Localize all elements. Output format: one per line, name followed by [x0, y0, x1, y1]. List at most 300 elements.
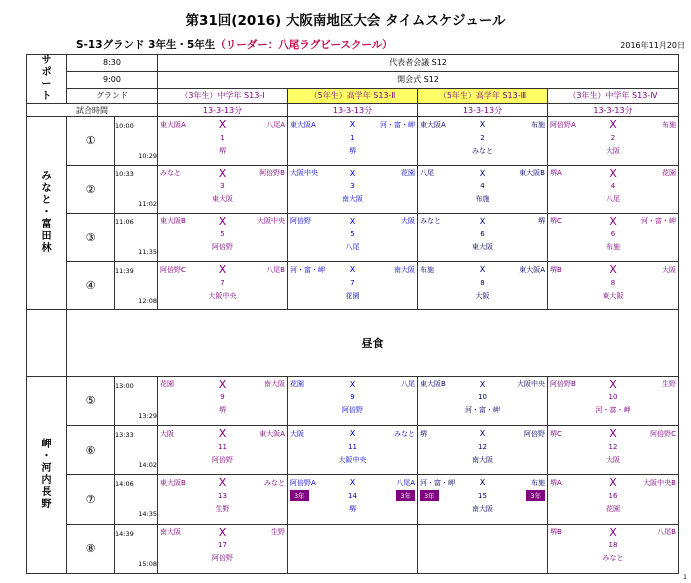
match-number: 7 [350, 278, 355, 287]
match-cell [158, 426, 288, 475]
match-number: 2 [610, 133, 616, 142]
page-number: 1 [683, 574, 687, 581]
session-time [115, 376, 158, 425]
match-number-row [420, 392, 545, 403]
match-number: 10 [478, 393, 487, 402]
match-number: 13 [218, 491, 227, 500]
versus-mark: X [349, 379, 356, 389]
team-a: みなと [160, 169, 181, 178]
session-start-time: 11:06 [115, 218, 134, 227]
session-start-time: 13:33 [115, 431, 134, 440]
match-teams [420, 379, 545, 390]
match-cell [418, 426, 548, 475]
referee-row [160, 405, 285, 416]
subtitle-main: S-13グランド 3年生・5年生 [76, 39, 216, 51]
team-b: 八尾 [401, 380, 415, 389]
match-cell [288, 475, 418, 524]
session-end-time: 14:02 [138, 461, 157, 470]
referee-row [550, 454, 676, 465]
team-a: 河・富・岬 [290, 265, 325, 274]
referee-team: 大阪 [606, 146, 620, 155]
session-end-time: 14:35 [138, 510, 157, 519]
match-cell [548, 117, 679, 165]
match-cell [288, 262, 418, 310]
team-b: 大阪 [661, 265, 676, 274]
referee-row [290, 145, 415, 156]
match-teams [550, 216, 676, 227]
referee-team: 花園 [606, 504, 620, 513]
match-number-row [420, 441, 545, 452]
versus-mark: X [479, 379, 486, 389]
match-number-row [290, 392, 415, 403]
referee-row [550, 405, 676, 416]
session-end-time: 15:08 [138, 559, 157, 568]
event-meeting: 代表者会議 S12 [158, 55, 679, 72]
match-cell [418, 213, 548, 261]
session-number: ⑤ [67, 376, 115, 425]
session-start-time: 10:00 [115, 121, 134, 130]
team-b: 堺 [538, 217, 545, 226]
match-number: 12 [608, 442, 618, 451]
team-b: 布施 [531, 478, 545, 487]
versus-mark: X [479, 429, 486, 439]
match-number-row [420, 132, 545, 143]
team-a: 布施 [420, 265, 434, 274]
team-b: 阿倍野B [259, 169, 285, 178]
match-number: 10 [608, 393, 618, 402]
versus-mark: X [479, 120, 486, 130]
team-a: 阿倍野 [290, 217, 311, 226]
match-number-row [420, 181, 545, 192]
session-start-time: 13:00 [115, 381, 134, 390]
versus-mark: X [609, 525, 617, 539]
match-number: 4 [480, 182, 485, 191]
match-teams [550, 168, 676, 179]
team-a: 河・富・岬 [420, 478, 455, 487]
match-teams [550, 264, 676, 275]
match-number-row [550, 229, 676, 240]
match-cell [158, 262, 288, 310]
match-cell [288, 376, 418, 425]
match-cell [418, 376, 548, 425]
team-a: 花園 [160, 380, 174, 389]
match-teams [290, 264, 415, 275]
match-teams [420, 428, 545, 439]
match-number: 16 [608, 491, 618, 500]
match-number-row [160, 229, 285, 240]
match-number: 2 [480, 133, 485, 142]
match-number-row [290, 181, 415, 192]
team-b: 花園 [661, 169, 676, 178]
match-number-row [550, 540, 676, 551]
venue-misaki-kawachinagano: 岬 ・ 河 内 長 野 [27, 376, 67, 573]
duration-3: 13-3-13分 [418, 104, 548, 117]
team-b: みなと [394, 429, 415, 438]
subtitle-leader: （リーダー：八尾ラグビースクール） [215, 39, 393, 51]
match-cell [288, 165, 418, 213]
match-teams [290, 428, 415, 439]
ground-header-2: （5年生）高学年 S13-Ⅱ [288, 88, 418, 104]
session-number: ⑦ [67, 475, 115, 524]
match-teams [550, 428, 676, 439]
referee-team: 阿倍野 [342, 406, 363, 415]
versus-mark: X [609, 166, 617, 180]
match-teams [290, 119, 415, 130]
match-number: 11 [218, 442, 227, 451]
match-teams [550, 527, 676, 538]
match-teams [160, 379, 285, 390]
referee-team: 南大阪 [342, 195, 363, 204]
session-end-time: 13:29 [138, 411, 157, 420]
referee-row [290, 405, 415, 416]
versus-mark: X [349, 168, 356, 178]
versus-mark: X [479, 478, 486, 488]
match-teams [160, 216, 285, 227]
referee-team: 河・富・岬 [465, 406, 500, 415]
team-b: 布施 [661, 120, 676, 129]
team-b: 大阪中央 [257, 217, 285, 226]
team-b: 阿倍野C [650, 429, 676, 438]
match-number: 4 [610, 182, 616, 191]
match-cell [548, 262, 679, 310]
referee-team: 堺 [349, 504, 356, 513]
match-number: 6 [610, 230, 616, 239]
match-number-row [290, 441, 415, 452]
referee-team: 阿倍野 [212, 554, 233, 563]
time-830: 8:30 [67, 55, 158, 72]
team-a: 堺B [550, 265, 562, 274]
match-number: 1 [220, 133, 225, 142]
match-cell [418, 165, 548, 213]
referee-row [160, 503, 285, 514]
referee-team: 河・富・岬 [595, 406, 631, 415]
match-teams [290, 168, 415, 179]
referee-row [160, 553, 285, 564]
referee-row [550, 242, 676, 253]
referee-team: 八尾 [606, 195, 620, 204]
session-end-time: 12:08 [138, 296, 157, 305]
session-number: ④ [67, 262, 115, 310]
referee-team: みなと [472, 146, 493, 155]
match-number-row [550, 392, 676, 403]
match-number-row [160, 441, 285, 452]
team-b: 八尾B [657, 528, 676, 537]
session-number: ⑧ [67, 524, 115, 573]
referee-team: 生野 [215, 504, 230, 513]
referee-row [550, 290, 676, 301]
match-number-row [290, 229, 415, 240]
referee-row [550, 553, 676, 564]
versus-mark: X [218, 166, 227, 180]
match-number: 15 [478, 491, 487, 500]
referee-team: みなと [602, 554, 624, 563]
team-b: みなと [264, 478, 285, 487]
match-number-row [290, 490, 415, 501]
match-number: 3 [220, 182, 225, 191]
team-a: 東大阪A [160, 120, 186, 129]
match-number: 6 [480, 230, 485, 239]
versus-mark: X [218, 118, 227, 132]
match-number-row [420, 277, 545, 288]
match-time-label: 試合時間 [27, 104, 158, 117]
referee-row [420, 242, 545, 253]
team-a: 東大阪A [290, 120, 316, 129]
session-number: ① [67, 117, 115, 165]
match-teams [290, 379, 415, 390]
match-teams [420, 216, 545, 227]
versus-mark: X [218, 214, 227, 228]
team-a: 大阪 [160, 429, 174, 438]
referee-row [420, 454, 545, 465]
match-number-row [420, 490, 545, 501]
match-number-row [160, 132, 285, 143]
match-cell [288, 524, 418, 573]
match-cell [158, 524, 288, 573]
grade-badge: 3年 [420, 490, 439, 501]
referee-row [420, 145, 545, 156]
match-cell [158, 213, 288, 261]
versus-mark: X [218, 377, 227, 391]
match-number-row [290, 277, 415, 288]
referee-row [160, 145, 285, 156]
team-b: 大阪 [401, 217, 415, 226]
referee-row [290, 242, 415, 253]
referee-team: 大阪中央 [208, 291, 237, 300]
team-b: 河・富・岬 [380, 120, 415, 129]
referee-row [420, 503, 545, 514]
match-number-row [550, 277, 676, 288]
match-cell [548, 524, 679, 573]
versus-mark: X [349, 478, 356, 488]
team-a: 東大阪B [420, 380, 446, 389]
event-opening: 開会式 S12 [158, 71, 679, 88]
referee-team: 南大阪 [472, 504, 493, 513]
match-number-row [160, 181, 285, 192]
session-end-time: 10:29 [138, 151, 157, 160]
referee-row [160, 194, 285, 205]
team-a: 南大阪 [160, 528, 181, 537]
versus-mark: X [479, 265, 486, 275]
referee-team: 堺 [219, 146, 226, 155]
versus-mark: X [479, 168, 486, 178]
venue-minato-tondabayashi: み な と ・ 富 田 林 [27, 117, 67, 310]
referee-row [160, 454, 285, 465]
team-a: 堺C [550, 217, 562, 226]
match-number: 3 [350, 182, 355, 191]
versus-mark: X [218, 263, 227, 277]
match-teams [160, 428, 285, 439]
referee-team: 阿倍野 [212, 243, 233, 252]
match-number: 5 [350, 230, 355, 239]
match-number-row [420, 229, 545, 240]
match-number-row [160, 490, 285, 501]
session-time [115, 475, 158, 524]
versus-mark: X [609, 377, 617, 391]
match-teams [550, 379, 676, 390]
match-cell [158, 475, 288, 524]
team-a: 東大阪B [160, 217, 186, 226]
match-number-row [160, 277, 285, 288]
team-b: 八尾B [266, 265, 285, 274]
ground-header-1: （3年生）中学年 S13-Ⅰ [158, 88, 288, 104]
ground-header-4: （3年生）中学年 S13-Ⅳ [548, 88, 679, 104]
match-teams [420, 119, 545, 130]
team-a: 大阪 [290, 429, 304, 438]
referee-row [290, 194, 415, 205]
team-b: 南大阪 [264, 380, 285, 389]
versus-mark: X [609, 118, 617, 132]
match-cell [548, 165, 679, 213]
match-cell [158, 165, 288, 213]
team-b: 生野 [271, 528, 285, 537]
versus-mark: X [609, 476, 617, 490]
session-time [115, 165, 158, 213]
team-a: 花園 [290, 380, 304, 389]
duration-2: 13-3-13分 [288, 104, 418, 117]
match-cell [288, 117, 418, 165]
team-b: 東大阪B [519, 169, 545, 178]
referee-team: 東大阪 [212, 195, 233, 204]
referee-row [420, 405, 545, 416]
session-start-time: 14:06 [115, 480, 134, 489]
match-teams [550, 477, 676, 488]
team-b: 布施 [531, 120, 545, 129]
match-teams [420, 168, 545, 179]
session-end-time: 11:35 [138, 248, 157, 257]
referee-row [290, 454, 415, 465]
team-a: 阿倍野A [550, 120, 576, 129]
versus-mark: X [349, 216, 356, 226]
referee-team: 大阪中央 [338, 455, 367, 464]
versus-mark: X [479, 216, 486, 226]
versus-mark: X [218, 427, 227, 441]
team-a: 堺A [550, 169, 562, 178]
referee-row [420, 290, 545, 301]
team-a: 東大阪B [160, 478, 186, 487]
support-label: サ ポ ー ト [27, 55, 67, 104]
lunch-side [27, 310, 67, 376]
duration-4: 13-3-13分 [548, 104, 679, 117]
match-cell [418, 524, 548, 573]
match-number-row [550, 441, 676, 452]
match-number: 14 [348, 491, 357, 500]
match-cell [418, 475, 548, 524]
team-a: 阿倍野C [160, 265, 186, 274]
match-number: 9 [350, 393, 355, 402]
match-cell [548, 376, 679, 425]
match-teams [420, 264, 545, 275]
team-b: 南大阪 [394, 265, 415, 274]
match-number-row [160, 540, 285, 551]
match-teams [160, 119, 285, 130]
match-number-row [160, 392, 285, 403]
versus-mark: X [609, 427, 617, 441]
session-time [115, 524, 158, 573]
team-a: 堺C [550, 429, 562, 438]
team-a: 東大阪A [420, 120, 446, 129]
match-cell [548, 213, 679, 261]
team-b: 八尾A [266, 120, 285, 129]
team-b: 河・富・岬 [640, 217, 676, 226]
match-cell [548, 475, 679, 524]
referee-row [550, 194, 676, 205]
schedule-table [26, 54, 679, 574]
team-a: 堺B [550, 528, 562, 537]
match-number: 8 [480, 278, 485, 287]
match-teams [420, 477, 545, 488]
referee-team: 東大阪 [472, 243, 493, 252]
team-a: 堺A [550, 478, 562, 487]
session-number: ⑥ [67, 426, 115, 475]
match-number: 18 [608, 541, 618, 550]
subtitle [76, 37, 393, 52]
session-start-time: 14:39 [115, 529, 134, 538]
match-teams [290, 477, 415, 488]
team-b: 花園 [401, 169, 415, 178]
referee-team: 南大阪 [472, 455, 493, 464]
team-a: 堺 [420, 429, 427, 438]
match-cell [158, 376, 288, 425]
referee-team: 堺 [349, 146, 356, 155]
match-number: 5 [220, 230, 225, 239]
referee-team: 布施 [606, 243, 620, 252]
match-cell [158, 117, 288, 165]
match-cell [288, 426, 418, 475]
versus-mark: X [609, 263, 617, 277]
versus-mark: X [218, 525, 227, 539]
referee-team: 堺 [219, 406, 226, 415]
referee-row [550, 145, 676, 156]
team-b: 大阪中央B [643, 478, 676, 487]
match-number: 11 [348, 442, 357, 451]
team-a: 阿倍野B [550, 380, 576, 389]
match-number: 9 [220, 393, 225, 402]
grade-badge: 3年 [396, 490, 415, 501]
versus-mark: X [218, 476, 227, 490]
grade-badge: 3年 [290, 490, 309, 501]
match-teams [160, 477, 285, 488]
session-number: ② [67, 165, 115, 213]
session-start-time: 10:33 [115, 170, 134, 179]
time-900: 9:00 [67, 71, 158, 88]
referee-team: 布施 [475, 195, 490, 204]
referee-row [550, 503, 676, 514]
session-number: ③ [67, 213, 115, 261]
versus-mark: X [349, 265, 356, 275]
ground-label: グランド [67, 88, 158, 104]
match-cell [288, 213, 418, 261]
team-a: 阿倍野A [290, 478, 316, 487]
team-b: 生野 [661, 380, 676, 389]
match-number: 1 [350, 133, 355, 142]
match-number: 12 [478, 442, 487, 451]
versus-mark: X [349, 429, 356, 439]
referee-row [420, 194, 545, 205]
referee-team: 花園 [345, 291, 360, 300]
referee-team: 東大阪 [602, 291, 624, 300]
session-time [115, 213, 158, 261]
match-number-row [550, 181, 676, 192]
match-number-row [290, 132, 415, 143]
team-a: みなと [420, 217, 441, 226]
match-cell [418, 262, 548, 310]
versus-mark: X [609, 214, 617, 228]
referee-row [290, 290, 415, 301]
match-number-row [550, 490, 676, 501]
session-time [115, 426, 158, 475]
referee-team: 阿倍野 [212, 455, 233, 464]
referee-team: 大阪 [475, 291, 490, 300]
